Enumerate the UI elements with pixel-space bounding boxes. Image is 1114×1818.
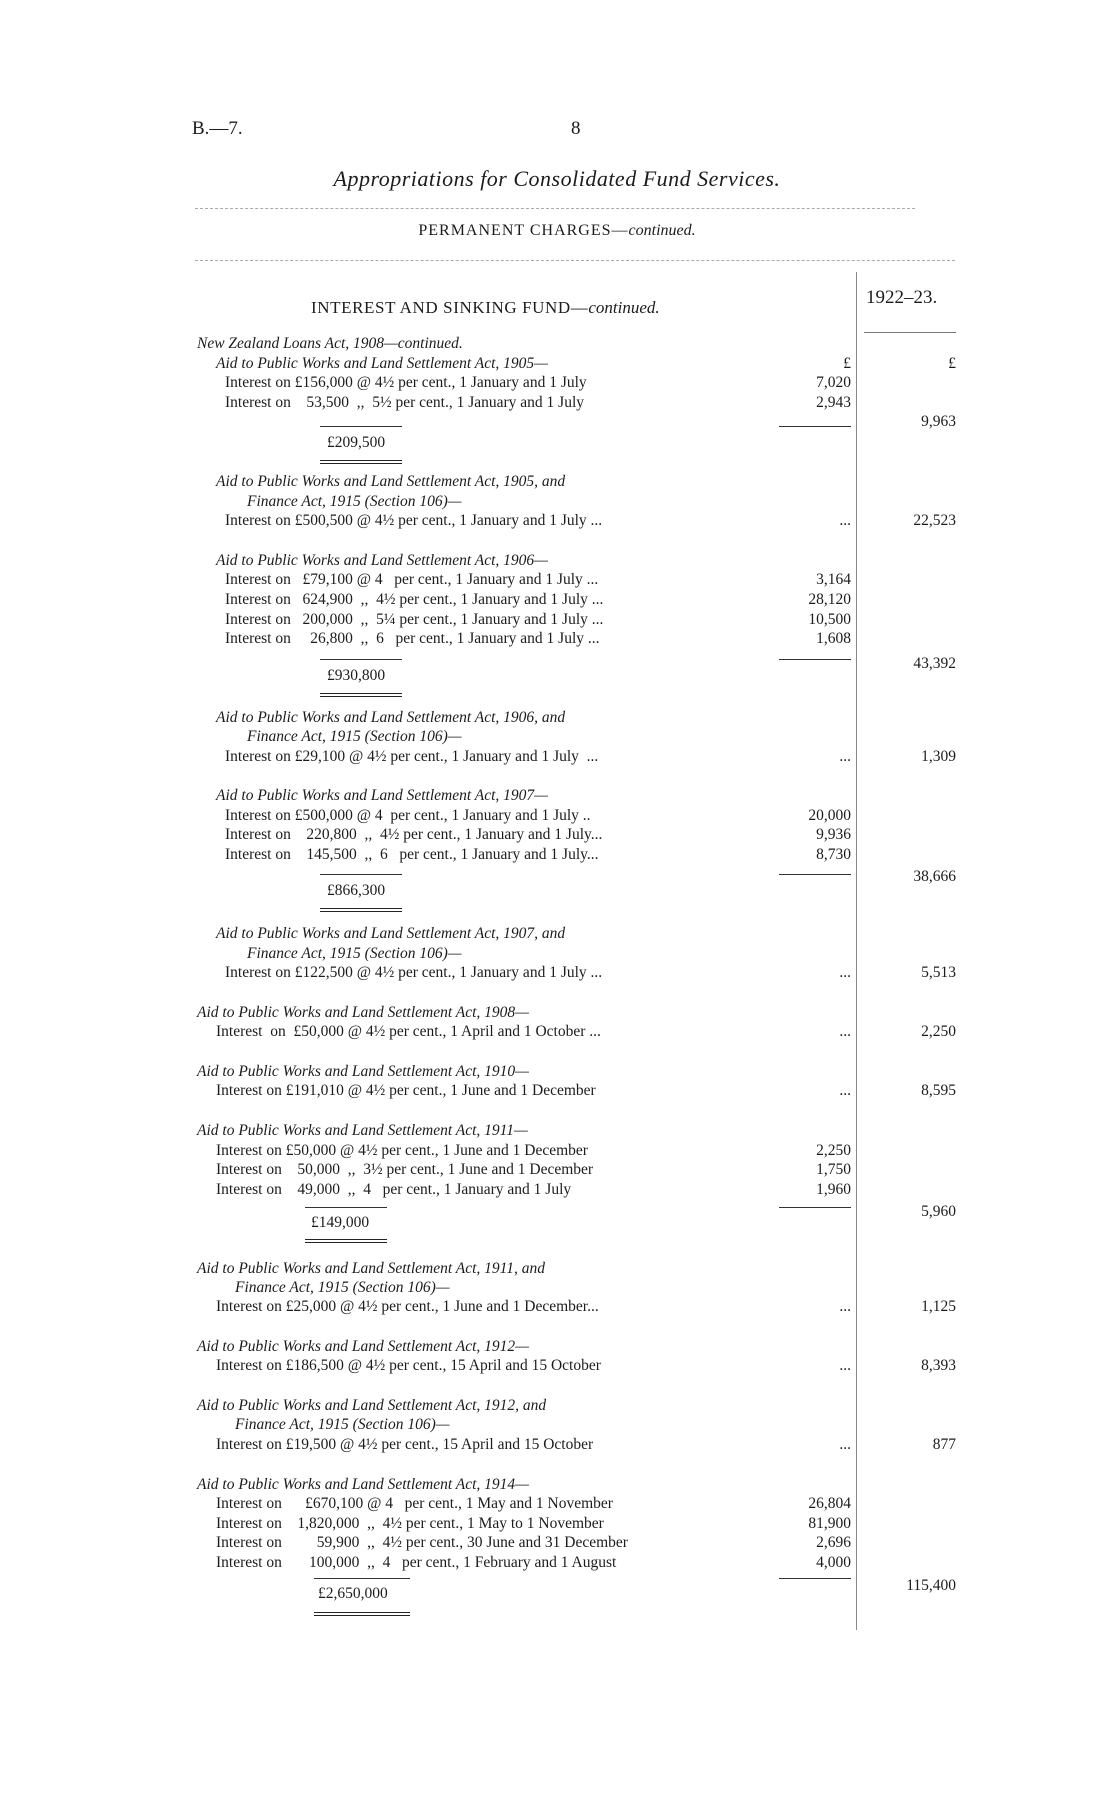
row-text: Interest on 59,900 ,, 4½ per cent., 30 June and 31 December [216, 1534, 628, 1551]
row-text: Aid to Public Works and Land Settlement Act, 1905, and [216, 473, 566, 490]
table-row [0, 747, 1114, 767]
table-row [0, 354, 1114, 374]
principal-total: £2,650,000 [318, 1585, 388, 1602]
table-row [0, 1003, 1114, 1023]
row-amount: 1,750 [816, 1161, 851, 1178]
row-text: Aid to Public Works and Land Settlement Act, 1908— [197, 1004, 529, 1021]
row-amount: 9,936 [816, 826, 851, 843]
subtotal-rule [779, 874, 851, 875]
section-heading-italic: continued. [588, 298, 660, 317]
row-total: 1,125 [921, 1298, 956, 1315]
table-row [0, 492, 1114, 512]
table-row [0, 472, 1114, 492]
row-total: 5,960 [921, 1203, 956, 1220]
row-text: Interest on £50,000 @ 4½ per cent., 1 April and 1 October ... [216, 1023, 601, 1040]
table-row [0, 629, 1114, 649]
row-total: 115,400 [906, 1577, 956, 1594]
row-total: 9,963 [921, 413, 956, 430]
row-total: 43,392 [913, 655, 956, 672]
row-text: Aid to Public Works and Land Settlement Act, 1914— [197, 1476, 529, 1493]
table-row [0, 511, 1114, 531]
row-text: Aid to Public Works and Land Settlement Act, 1911— [197, 1122, 528, 1139]
table-row [0, 1533, 1114, 1553]
principal-double-rule [320, 693, 402, 697]
row-text: Interest on 220,800 ,, 4½ per cent., 1 January and 1 July... [225, 826, 603, 843]
row-text: Interest on 200,000 ,, 5¼ per cent., 1 January and 1 July ... [225, 611, 604, 628]
subtotal-rule [779, 426, 851, 427]
page-reference: B.—7. [192, 118, 243, 139]
table-row [0, 1121, 1114, 1141]
table-row [0, 654, 1114, 674]
table-row [0, 1202, 1114, 1222]
table-row [0, 334, 1114, 354]
row-amount: 81,900 [808, 1515, 851, 1532]
year-column-header: 1922–23. [866, 287, 938, 308]
row-total: 8,595 [921, 1082, 956, 1099]
row-amount: 2,696 [816, 1534, 851, 1551]
row-text: Interest on 53,500 ,, 5½ per cent., 1 January and 1 July [225, 394, 585, 411]
row-text: Finance Act, 1915 (Section 106)— [235, 1416, 450, 1433]
table-row [0, 1297, 1114, 1317]
table-row [0, 1356, 1114, 1376]
page-number: 8 [571, 118, 581, 139]
row-text: Interest on £191,010 @ 4½ per cent., 1 June and 1 December [216, 1082, 596, 1099]
table-row [0, 1180, 1114, 1200]
row-amount: 28,120 [808, 591, 851, 608]
row-amount: ... [839, 1357, 851, 1374]
table-row [0, 393, 1114, 413]
row-amount: ... [839, 1298, 851, 1315]
principal-total: £866,300 [327, 882, 386, 899]
table-row [0, 1415, 1114, 1435]
row-total: £ [948, 355, 956, 372]
table-row [0, 570, 1114, 590]
row-amount: 1,608 [816, 630, 851, 647]
row-amount: ... [839, 748, 851, 765]
principal-total: £149,000 [311, 1214, 370, 1231]
row-text: Interest on 49,000 ,, 4 per cent., 1 January and 1 July [216, 1181, 572, 1198]
table-row [0, 1141, 1114, 1161]
subtotal-rule [779, 1578, 851, 1579]
principal-top-rule [320, 426, 402, 427]
row-text: Aid to Public Works and Land Settlement Act, 1907— [216, 787, 548, 804]
table-row [0, 610, 1114, 630]
row-amount: 10,500 [808, 611, 851, 628]
row-text: New Zealand Loans Act, 1908—continued. [197, 335, 463, 352]
principal-double-rule [305, 1239, 387, 1243]
row-text: Finance Act, 1915 (Section 106)— [235, 1279, 450, 1296]
row-amount: ... [839, 1023, 851, 1040]
row-text: Interest on £122,500 @ 4½ per cent., 1 January and 1 July ... [225, 964, 603, 981]
subtitle-rule [195, 260, 955, 261]
row-total: 8,393 [921, 1357, 956, 1374]
section-heading-main: INTEREST AND SINKING FUND— [311, 298, 589, 317]
row-text: Aid to Public Works and Land Settlement Act, 1906, and [216, 709, 566, 726]
row-total: 1,309 [921, 748, 956, 765]
row-text: Interest on 624,900 ,, 4½ per cent., 1 January and 1 July ... [225, 591, 604, 608]
row-text: Interest on 50,000 ,, 3½ per cent., 1 June and 1 December [216, 1161, 594, 1178]
row-text: Finance Act, 1915 (Section 106)— [247, 945, 462, 962]
subtotal-rule [779, 1207, 851, 1208]
subtitle [0, 222, 1114, 240]
row-amount: ... [839, 964, 851, 981]
table-row [0, 727, 1114, 747]
table-row [0, 373, 1114, 393]
row-text: Interest on £79,100 @ 4 per cent., 1 January and 1 July ... [225, 571, 599, 588]
row-total: 22,523 [913, 512, 956, 529]
table-row [0, 412, 1114, 432]
table-row [0, 1081, 1114, 1101]
page-title: Appropriations for Consolidated Fund Services. [333, 166, 781, 191]
table-row [0, 1278, 1114, 1298]
row-text: Aid to Public Works and Land Settlement Act, 1911, and [197, 1260, 546, 1277]
row-total: 2,250 [921, 1023, 956, 1040]
table-row [0, 551, 1114, 571]
table-row [0, 963, 1114, 983]
row-text: Finance Act, 1915 (Section 106)— [247, 728, 462, 745]
row-text: Interest on £156,000 @ 4½ per cent., 1 January and 1 July [225, 374, 587, 391]
subtotal-rule [779, 659, 851, 660]
table-row [0, 1576, 1114, 1596]
row-total: 5,513 [921, 964, 956, 981]
row-amount: 8,730 [816, 846, 851, 863]
table-row [0, 786, 1114, 806]
subtitle-main: PERMANENT CHARGES— [418, 222, 629, 239]
row-text: Aid to Public Works and Land Settlement Act, 1910— [197, 1063, 529, 1080]
table-row [0, 708, 1114, 728]
row-total: 877 [932, 1436, 956, 1453]
table-row [0, 944, 1114, 964]
row-text: Interest on £670,100 @ 4 per cent., 1 May and 1 November [216, 1495, 613, 1512]
principal-top-rule [320, 874, 402, 875]
row-text: Aid to Public Works and Land Settlement Act, 1905— [216, 355, 548, 372]
title-rule [195, 208, 915, 209]
row-amount: 2,943 [816, 394, 851, 411]
principal-top-rule [314, 1578, 410, 1579]
row-text: Interest on £500,500 @ 4½ per cent., 1 January and 1 July ... [225, 512, 603, 529]
table-row [0, 1062, 1114, 1082]
row-amount: 26,804 [808, 1495, 851, 1512]
table-row [0, 1494, 1114, 1514]
table-row [0, 825, 1114, 845]
row-amount: ... [839, 1082, 851, 1099]
table-row [0, 1514, 1114, 1534]
table-row [0, 1160, 1114, 1180]
table-row [0, 806, 1114, 826]
principal-double-rule [320, 460, 402, 464]
row-text: Interest on £50,000 @ 4½ per cent., 1 June and 1 December [216, 1142, 588, 1159]
row-text: Aid to Public Works and Land Settlement Act, 1912, and [197, 1397, 547, 1414]
row-text: Aid to Public Works and Land Settlement Act, 1907, and [216, 925, 566, 942]
principal-double-rule [320, 908, 402, 912]
row-text: Interest on 26,800 ,, 6 per cent., 1 January and 1 July ... [225, 630, 600, 647]
row-amount: 7,020 [816, 374, 851, 391]
row-amount: £ [843, 355, 851, 372]
year-header-rule [864, 332, 956, 333]
principal-total: £209,500 [327, 434, 386, 451]
table-row [0, 924, 1114, 944]
table-row [0, 1022, 1114, 1042]
table-row [0, 1475, 1114, 1495]
table-row [0, 867, 1114, 887]
table-row [0, 1435, 1114, 1455]
row-amount: 1,960 [816, 1181, 851, 1198]
row-text: Interest on £19,500 @ 4½ per cent., 15 April and 15 October [216, 1436, 594, 1453]
table-row [0, 1337, 1114, 1357]
row-text: Interest on £25,000 @ 4½ per cent., 1 June and 1 December... [216, 1298, 599, 1315]
principal-top-rule [305, 1207, 387, 1208]
row-amount: 2,250 [816, 1142, 851, 1159]
row-text: Interest on 100,000 ,, 4 per cent., 1 February and 1 August [216, 1554, 617, 1571]
principal-total: £930,800 [327, 667, 386, 684]
principal-double-rule [314, 1612, 410, 1616]
row-text: Interest on £186,500 @ 4½ per cent., 15 April and 15 October [216, 1357, 601, 1374]
subtitle-italic: continued. [628, 222, 696, 239]
row-text: Interest on 1,820,000 ,, 4½ per cent., 1 May to 1 November [216, 1515, 604, 1532]
table-row [0, 845, 1114, 865]
row-text: Interest on 145,500 ,, 6 per cent., 1 January and 1 July... [225, 846, 599, 863]
row-amount: ... [839, 1436, 851, 1453]
row-amount: 3,164 [816, 571, 851, 588]
table-row [0, 1553, 1114, 1573]
principal-top-rule [320, 659, 402, 660]
table-row [0, 590, 1114, 610]
table-row [0, 1396, 1114, 1416]
row-text: Aid to Public Works and Land Settlement Act, 1906— [216, 552, 548, 569]
section-heading [311, 298, 660, 318]
row-text: Aid to Public Works and Land Settlement Act, 1912— [197, 1338, 529, 1355]
row-text: Interest on £500,000 @ 4 per cent., 1 January and 1 July .. [225, 807, 591, 824]
row-amount: 20,000 [808, 807, 851, 824]
row-text: Finance Act, 1915 (Section 106)— [247, 493, 462, 510]
row-total: 38,666 [913, 868, 956, 885]
row-text: Interest on £29,100 @ 4½ per cent., 1 January and 1 July ... [225, 748, 599, 765]
row-amount: 4,000 [816, 1554, 851, 1571]
table-row [0, 1259, 1114, 1279]
row-amount: ... [839, 512, 851, 529]
